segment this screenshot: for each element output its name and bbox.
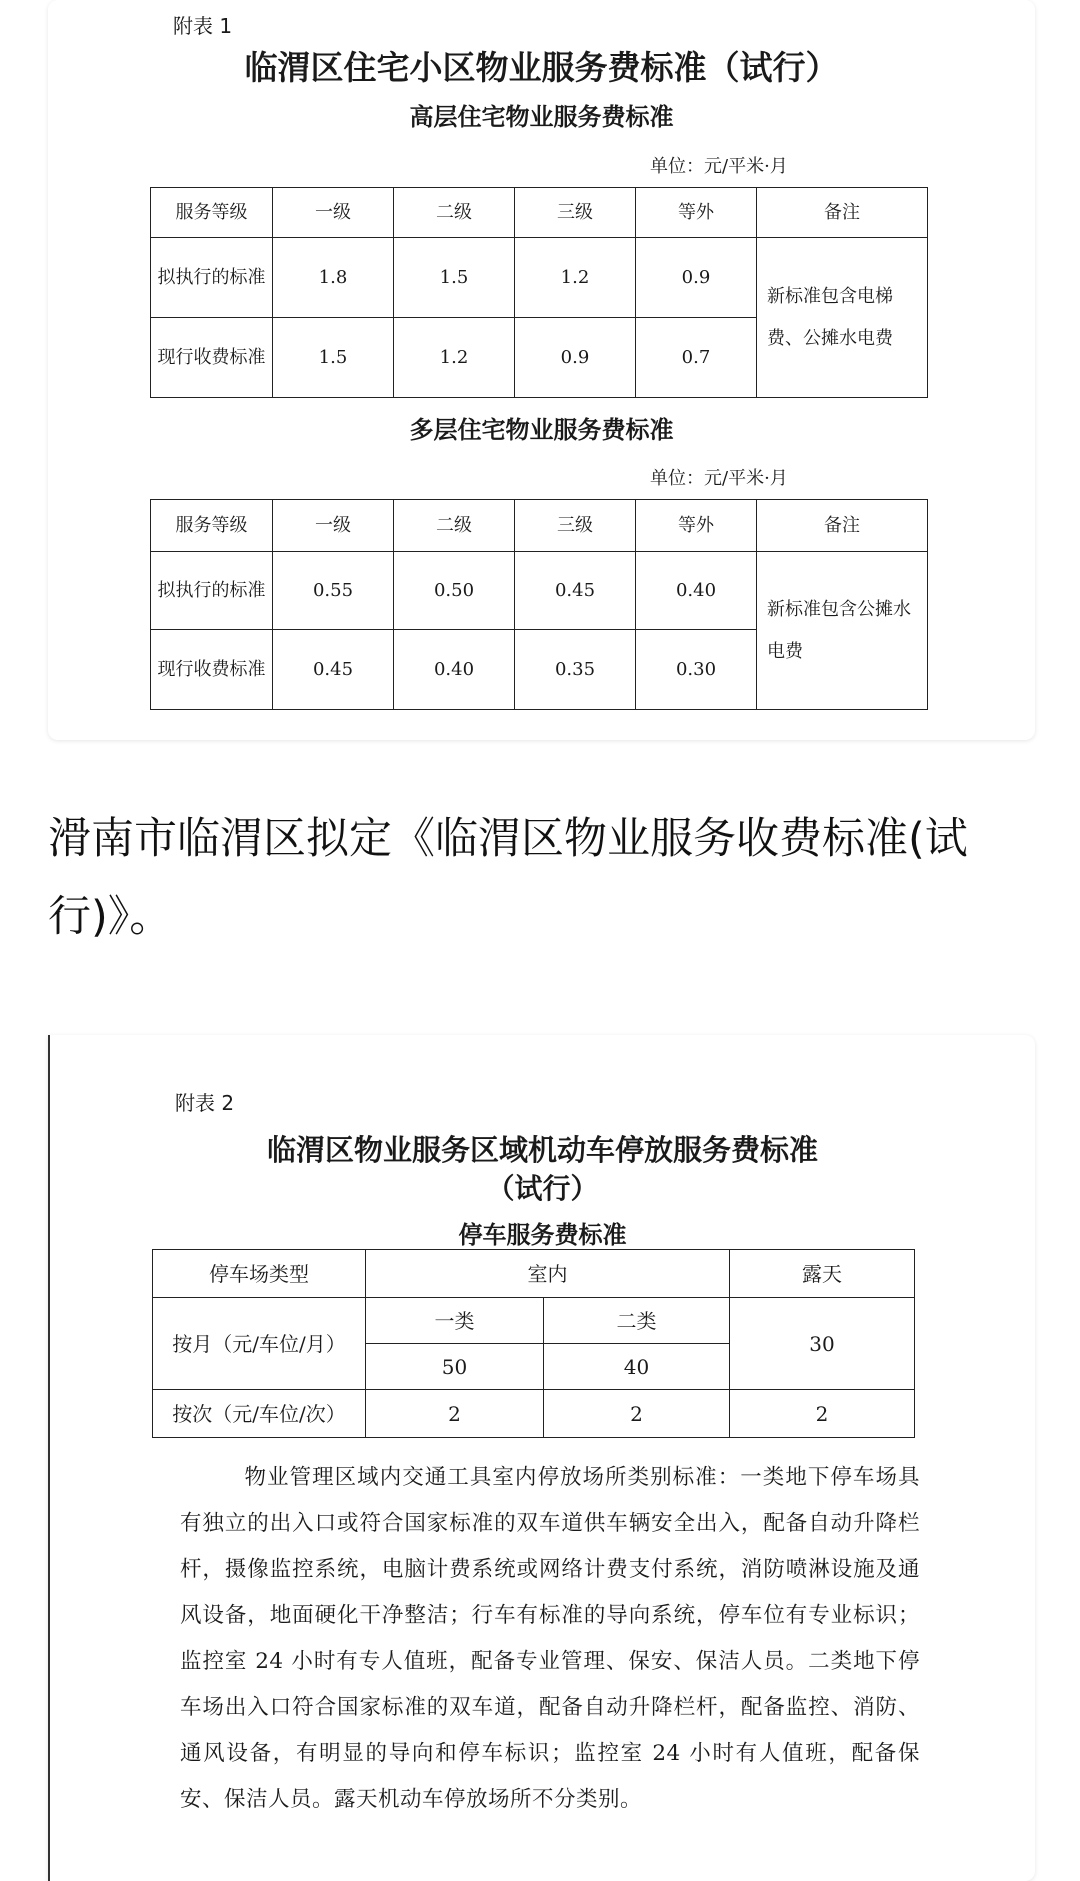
outdoor-header: 露天 — [730, 1250, 915, 1298]
value-cell: 0.30 — [636, 630, 757, 710]
value-cell: 0.40 — [636, 552, 757, 630]
value-cell: 0.7 — [636, 318, 757, 398]
header-cell: 三级 — [515, 188, 636, 238]
appendix-2-title: 临渭区物业服务区域机动车停放服务费标准 — [266, 1133, 818, 1167]
value-cell: 0.50 — [394, 552, 515, 630]
class-2-header: 二类 — [544, 1298, 730, 1344]
header-cell: 服务等级 — [151, 188, 273, 238]
value-cell: 0.45 — [273, 630, 394, 710]
row-label: 拟执行的标准 — [151, 552, 273, 630]
header-cell: 等外 — [636, 500, 757, 552]
table-row — [151, 238, 928, 318]
appendix-2-label: 附表 2 — [175, 1091, 235, 1115]
value-cell: 0.55 — [273, 552, 394, 630]
appendix-1-label: 附表 1 — [173, 14, 233, 38]
value-cell: 0.35 — [515, 630, 636, 710]
row-label: 现行收费标准 — [151, 630, 273, 710]
appendix-2-title-suffix: （试行） — [486, 1172, 599, 1205]
per-time-class-1-value: 2 — [366, 1390, 544, 1438]
table-header-row — [151, 188, 928, 238]
multi-story-table — [150, 499, 928, 710]
parking-type-header: 停车场类型 — [153, 1250, 366, 1298]
monthly-label: 按月（元/车位/月） — [153, 1298, 366, 1390]
parking-classification-paragraph: 物业管理区域内交通工具室内停放场所类别标准：一类地下停车场具有独立的出入口或符合国家标准的双车道供车辆安全出入，配备自动升降栏杆，摄像监控系统，电脑计费系统或网络计费支付系统，消防喷淋设施及通风设备，地面硬化干净整洁；行车有标准的导向系统，停车位有专业标识；监控室 24 小时有专人值班，配备专业管理、保安、保洁人员。二类地下停车场出入口符合国家标准的双车道，配备自动升降栏杆，配备监控、消防、通风设备，有明显的导向和停车标识；监控室 24 小时有人值班，配备保安、保洁人员。露天机动车停放场所不分类别。 — [180, 1465, 920, 1812]
post-caption: 滑南市临渭区拟定《临渭区物业服务收费标准(试行)》。 — [48, 814, 968, 942]
per-time-label: 按次（元/车位/次） — [153, 1390, 366, 1438]
appendix-1-card — [48, 0, 1035, 740]
value-cell: 0.9 — [515, 318, 636, 398]
remark-cell: 新标准包含电梯费、公摊水电费 — [757, 238, 928, 398]
value-cell: 0.9 — [636, 238, 757, 318]
value-cell: 1.2 — [394, 318, 515, 398]
table-row — [153, 1390, 915, 1438]
header-cell: 一级 — [273, 188, 394, 238]
indoor-header: 室内 — [366, 1250, 730, 1298]
row-label: 现行收费标准 — [151, 318, 273, 398]
header-cell: 一级 — [273, 500, 394, 552]
multi-story-subtitle: 多层住宅物业服务费标准 — [409, 415, 674, 444]
header-cell: 等外 — [636, 188, 757, 238]
remark-cell: 新标准包含公摊水电费 — [757, 552, 928, 710]
value-cell: 1.2 — [515, 238, 636, 318]
table-row — [153, 1298, 915, 1344]
per-time-class-2-value: 2 — [544, 1390, 730, 1438]
monthly-outdoor-value: 30 — [730, 1298, 915, 1390]
multi-story-unit: 单位：元/平米·月 — [650, 468, 788, 489]
high-rise-table — [150, 187, 928, 398]
value-cell: 1.8 — [273, 238, 394, 318]
row-label: 拟执行的标准 — [151, 238, 273, 318]
value-cell: 0.45 — [515, 552, 636, 630]
table-header-row — [153, 1250, 915, 1298]
table-row — [151, 552, 928, 630]
high-rise-unit: 单位：元/平米·月 — [650, 156, 788, 177]
parking-subtitle: 停车服务费标准 — [458, 1220, 627, 1249]
monthly-class-1-value: 50 — [366, 1344, 544, 1390]
high-rise-subtitle: 高层住宅物业服务费标准 — [409, 102, 674, 131]
header-cell: 服务等级 — [151, 500, 273, 552]
value-cell: 1.5 — [273, 318, 394, 398]
parking-fee-table — [152, 1249, 915, 1438]
header-cell: 二级 — [394, 500, 515, 552]
class-1-header: 一类 — [366, 1298, 544, 1344]
monthly-class-2-value: 40 — [544, 1344, 730, 1390]
value-cell: 0.40 — [394, 630, 515, 710]
header-cell: 备注 — [757, 500, 928, 552]
per-time-outdoor-value: 2 — [730, 1390, 915, 1438]
header-cell: 二级 — [394, 188, 515, 238]
header-cell: 备注 — [757, 188, 928, 238]
value-cell: 1.5 — [394, 238, 515, 318]
appendix-1-title: 临渭区住宅小区物业服务费标准（试行） — [244, 48, 839, 87]
header-cell: 三级 — [515, 500, 636, 552]
table-header-row — [151, 500, 928, 552]
